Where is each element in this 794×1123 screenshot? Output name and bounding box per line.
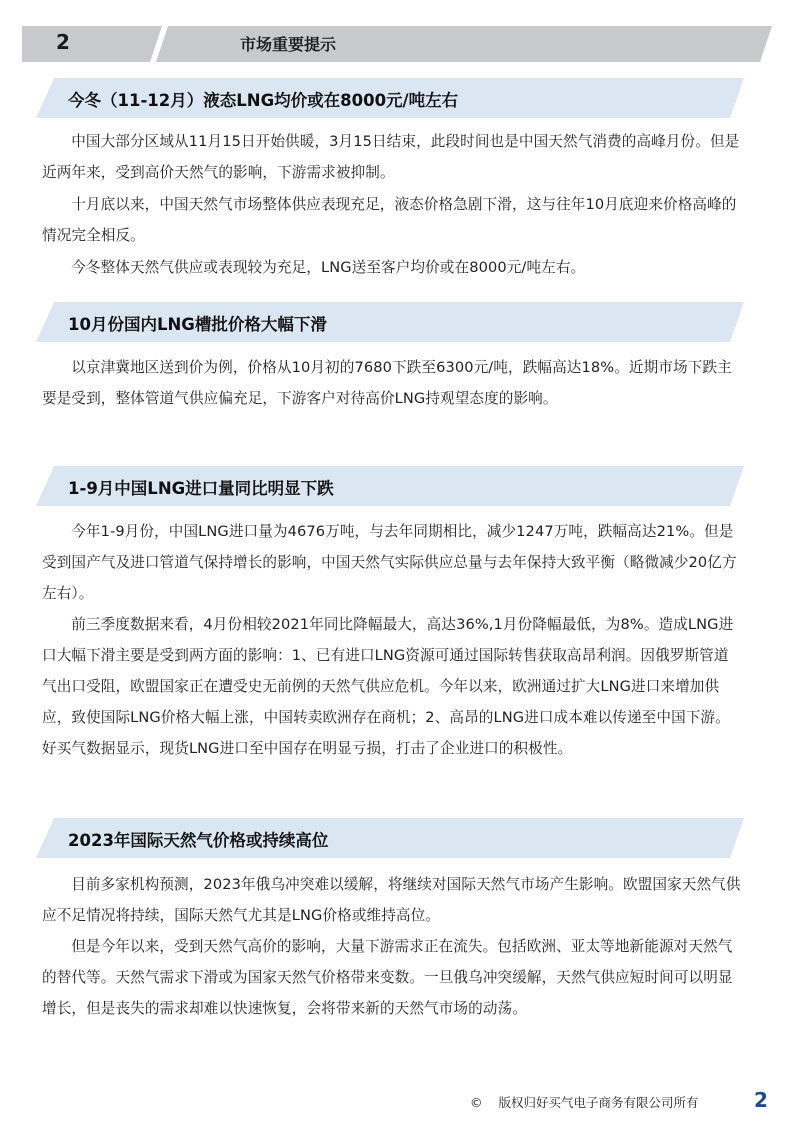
paragraph: 前三季度数据来看，4月份相较2021年同比降幅最大，高达36%,1月份降幅最低，为8%。造成LNG进口大幅下滑主要是受到两方面的影响：1、已有进口LNG资源可通过国际转售获取高昂利润。因俄罗斯管道气出口受阻，欧盟国家正在遭受史无前例的天然气供应危机。今年以来，欧洲通过扩大LNG进口来增加供应，致使国际LNG价格大幅上涨，中国转卖欧洲存在商机；2、高昂的LNG进口成本难以传递至中国下游。好买气数据显示，现货LNG进口至中国存在明显亏损，打击了企业进口的积极性。 — [42, 616, 734, 757]
paragraph: 以京津冀地区送到价为例，价格从10月初的7680下跌至6300元/吨，跌幅高达18%。近期市场下跌主要是受到，整体管道气供应偏充足，下游客户对待高价LNG持观望态度的影响。 — [42, 359, 732, 407]
footer — [470, 1093, 699, 1111]
section-heading-label: 2023年国际天然气价格或持续高位 — [68, 831, 329, 850]
section-heading-label: 10月份国内LNG槽批价格大幅下滑 — [68, 315, 327, 334]
paragraph: 今年1-9月份，中国LNG进口量为4676万吨，与去年同期相比，减少1247万吨，跌幅高达21%。但是受到国产气及进口管道气保持增长的影响，中国天然气实际供应总量与去年保持大致平衡（略微减少20亿方左右）。 — [42, 523, 737, 602]
paragraph: 今冬整体天然气供应或表现较为充足，LNG送至客户均价或在8000元/吨左右。 — [71, 259, 586, 276]
paragraph: 目前多家机构预测，2023年俄乌冲突难以缓解，将继续对国际天然气市场产生影响。欧盟国家天然气供应不足情况将持续，国际天然气尤其是LNG价格或维持高位。 — [42, 876, 741, 924]
paragraph: 中国大部分区域从11月15日开始供暖，3月15日结束，此段时间也是中国天然气消费的高峰月份。但是近两年来，受到高价天然气的影响，下游需求被抑制。 — [42, 133, 740, 181]
section-heading-3 — [36, 466, 744, 506]
paragraph: 但是今年以来，受到天然气高价的影响，大量下游需求正在流失。包括欧洲、亚太等地新能源对天然气的替代等。天然气需求下滑或为国家天然气价格带来变数。一旦俄乌冲突缓解，天然气供应短时间可以明显增长，但是丧失的需求却难以快速恢复，会将带来新的天然气市场的动荡。 — [42, 938, 733, 1017]
section-heading-4 — [36, 818, 744, 858]
section-heading-label: 1-9月中国LNG进口量同比明显下跌 — [68, 479, 334, 498]
header-bar-shape — [0, 0, 794, 72]
section-heading-2 — [36, 302, 744, 342]
section-heading-1 — [36, 78, 744, 118]
footer-page-number: 2 — [754, 1088, 768, 1112]
header-title: 市场重要提示 — [240, 35, 337, 54]
header-bar — [0, 0, 794, 72]
footer-text: 版权归好买气电子商务有限公司所有 — [498, 1095, 699, 1110]
paragraph: 十月底以来，中国天然气市场整体供应表现充足，液态价格急剧下滑，这与往年10月底迎来价格高峰的情况完全相反。 — [42, 196, 737, 244]
header-page-number: 2 — [56, 30, 70, 54]
section-heading-label: 今冬（11-12月）液态LNG均价或在8000元/吨左右 — [68, 91, 459, 110]
copyright-icon: © — [470, 1095, 483, 1110]
